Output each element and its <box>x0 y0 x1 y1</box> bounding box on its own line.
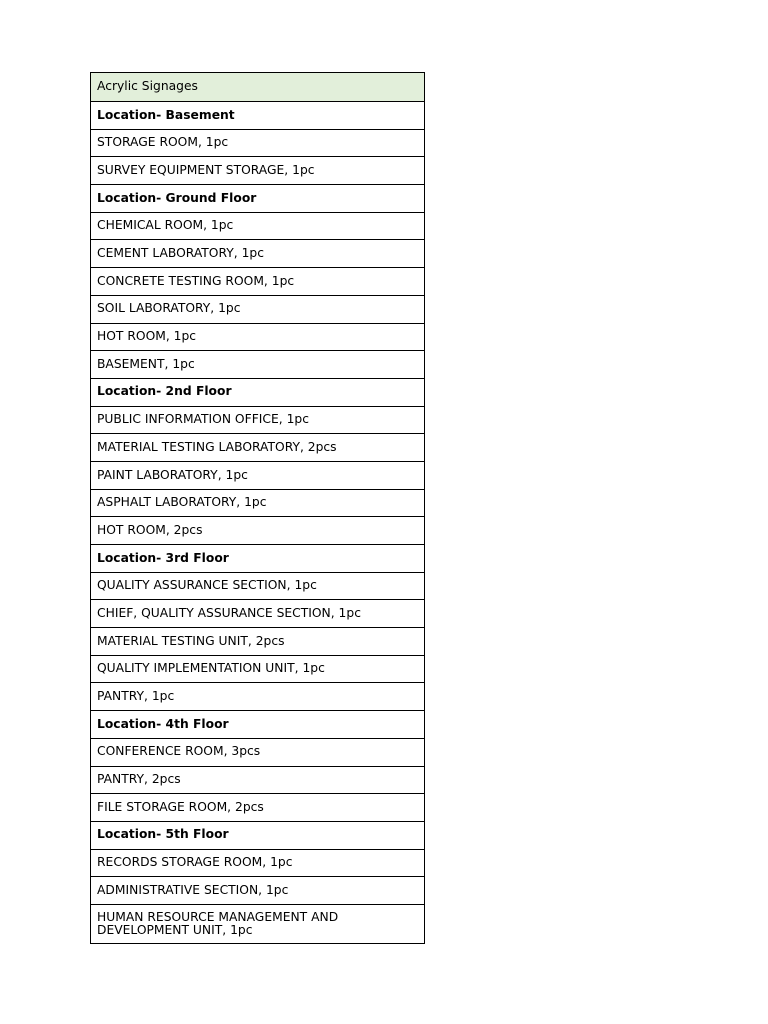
table-row: HOT ROOM, 2pcs <box>91 517 424 545</box>
signage-table <box>90 72 425 944</box>
table-row: HOT ROOM, 1pc <box>91 324 424 352</box>
table-row: MATERIAL TESTING UNIT, 2pcs <box>91 628 424 656</box>
table-row: MATERIAL TESTING LABORATORY, 2pcs <box>91 434 424 462</box>
location-heading: Location- Ground Floor <box>91 185 424 213</box>
table-row: CHIEF, QUALITY ASSURANCE SECTION, 1pc <box>91 600 424 628</box>
table-row-line: HUMAN RESOURCE MANAGEMENT AND <box>97 909 339 924</box>
table-row: QUALITY ASSURANCE SECTION, 1pc <box>91 573 424 601</box>
table-row: PAINT LABORATORY, 1pc <box>91 462 424 490</box>
table-row <box>91 905 424 944</box>
table-row-text <box>97 911 338 938</box>
table-row: CONFERENCE ROOM, 3pcs <box>91 739 424 767</box>
location-heading: Location- Basement <box>91 102 424 130</box>
location-heading: Location- 3rd Floor <box>91 545 424 573</box>
table-row-line: DEVELOPMENT UNIT, 1pc <box>97 923 253 938</box>
table-row: PANTRY, 1pc <box>91 683 424 711</box>
table-row: RECORDS STORAGE ROOM, 1pc <box>91 850 424 878</box>
table-row: CONCRETE TESTING ROOM, 1pc <box>91 268 424 296</box>
table-row: SOIL LABORATORY, 1pc <box>91 296 424 324</box>
table-row: ASPHALT LABORATORY, 1pc <box>91 490 424 518</box>
table-row: FILE STORAGE ROOM, 2pcs <box>91 794 424 822</box>
table-row: QUALITY IMPLEMENTATION UNIT, 1pc <box>91 656 424 684</box>
location-heading: Location- 2nd Floor <box>91 379 424 407</box>
location-heading: Location- 4th Floor <box>91 711 424 739</box>
table-row: BASEMENT, 1pc <box>91 351 424 379</box>
table-row: ADMINISTRATIVE SECTION, 1pc <box>91 877 424 905</box>
table-body <box>91 102 424 944</box>
table-row: STORAGE ROOM, 1pc <box>91 130 424 158</box>
table-row: SURVEY EQUIPMENT STORAGE, 1pc <box>91 157 424 185</box>
table-row: PUBLIC INFORMATION OFFICE, 1pc <box>91 407 424 435</box>
location-heading: Location- 5th Floor <box>91 822 424 850</box>
table-header: Acrylic Signages <box>91 73 424 102</box>
table-row: CHEMICAL ROOM, 1pc <box>91 213 424 241</box>
table-row: PANTRY, 2pcs <box>91 767 424 795</box>
table-row: CEMENT LABORATORY, 1pc <box>91 240 424 268</box>
